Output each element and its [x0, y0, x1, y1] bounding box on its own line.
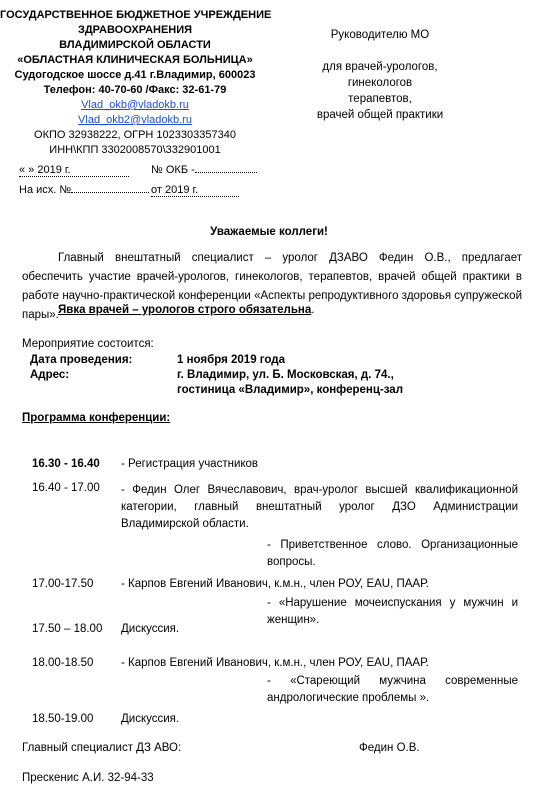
address-value-2: гостиница «Владимир», конференц-зал	[177, 384, 403, 396]
org-line-4: «ОБЛАСТНАЯ КЛИНИЧЕСКАЯ БОЛЬНИЦА»	[17, 54, 253, 66]
program-item: - Карпов Евгений Иванович, к.м.н., член РОУ, EAU, ПААР.	[121, 657, 429, 669]
signature-name: Федин О.В.	[359, 742, 420, 754]
signature-title: Главный специалист ДЗ АВО:	[22, 742, 182, 754]
addressee-line-4: терапевтов,	[348, 93, 412, 105]
addressee-line-2: для врачей-урологов,	[322, 61, 438, 73]
email-link-2[interactable]: Vlad_okb2@vladokb.ru	[78, 114, 192, 126]
addressee-title: Руководителю МО	[330, 29, 430, 41]
org-inn: ИНН\КПП 3302008570\332901001	[49, 144, 221, 156]
program-title: Программа конференции:	[22, 412, 171, 424]
event-intro: Мероприятие состоится:	[22, 338, 154, 350]
org-line-3: ВЛАДИМИРСКОЙ ОБЛАСТИ	[59, 39, 211, 51]
program-item: - «Стареющий мужчина современные андрологические проблемы ».	[267, 675, 518, 704]
program-time: 17.50 – 18.00	[32, 623, 103, 635]
contact-person: Прескенис А.И. 32-94-33	[22, 772, 154, 784]
email-link-1[interactable]: Vlad_okb@vladokb.ru	[81, 99, 189, 111]
mandatory-notice: Явка врачей – урологов строго обязательна.	[58, 304, 315, 316]
program-item: - Приветственное слово. Организационные вопросы.	[267, 539, 518, 568]
address-value-1: г. Владимир, ул. Б. Московская, д. 74.,	[177, 369, 394, 381]
incoming-reference: На исх. №	[19, 184, 149, 196]
program-time: 17.00-17.50	[32, 578, 94, 590]
program-time: 16.40 - 17.00	[32, 482, 100, 494]
date-line: « » 2019 г.	[19, 164, 129, 177]
outgoing-number: № ОКБ -	[151, 164, 257, 176]
program-item: - Федин Олег Вячеславович, врач-уролог высшей квалификационной категории, главный внештатный уролог ДЗО Администрации Владимирской области.	[121, 484, 518, 530]
program-item: - Карпов Евгений Иванович, к.м.н., член РОУ, EAU, ПААР.	[121, 578, 429, 590]
addressee-line-3: гинекологов	[347, 77, 413, 89]
salutation: Уважаемые коллеги!	[210, 226, 328, 238]
program-item: Дискуссия.	[121, 713, 180, 725]
org-phone: Телефон: 40-70-60 /Факс: 32-61-79	[43, 84, 227, 96]
org-okpo: ОКПО 32938222, ОГРН 1023303357340	[34, 129, 236, 141]
program-time: 18.50-19.00	[32, 713, 94, 725]
date-label: Дата проведения:	[30, 354, 133, 366]
program-item: - «Нарушение мочеиспускания у мужчин и женщин».	[267, 597, 518, 626]
intro-paragraph: Главный внештатный специалист – уролог ДЗАВО Федин О.В., предлагает обеспечить участие врачей-урологов, гинекологов, терапевтов, врачей общей практики в работе научно-практической конференции «Аспекты репродуктивного здоровья супружеской пары».	[22, 252, 522, 321]
program-time: 16.30 - 16.40	[32, 458, 100, 470]
org-line-1: ГОСУДАРСТВЕННОЕ БЮДЖЕТНОЕ УЧРЕЖДЕНИЕ	[0, 9, 272, 21]
org-line-2: ЗДРАВООХРАНЕНИЯ	[77, 24, 193, 36]
program-time: 18.00-18.50	[32, 657, 94, 669]
program-item: - Регистрация участников	[121, 458, 259, 470]
org-address: Судогодское шоссе д.41 г.Владимир, 600023	[14, 69, 256, 81]
from-date: от 2019 г.	[151, 184, 239, 197]
program-item: Дискуссия.	[121, 623, 180, 635]
address-label: Адрес:	[30, 369, 70, 381]
date-value: 1 ноября 2019 года	[177, 354, 285, 366]
addressee-line-5: врачей общей практики	[316, 109, 444, 121]
